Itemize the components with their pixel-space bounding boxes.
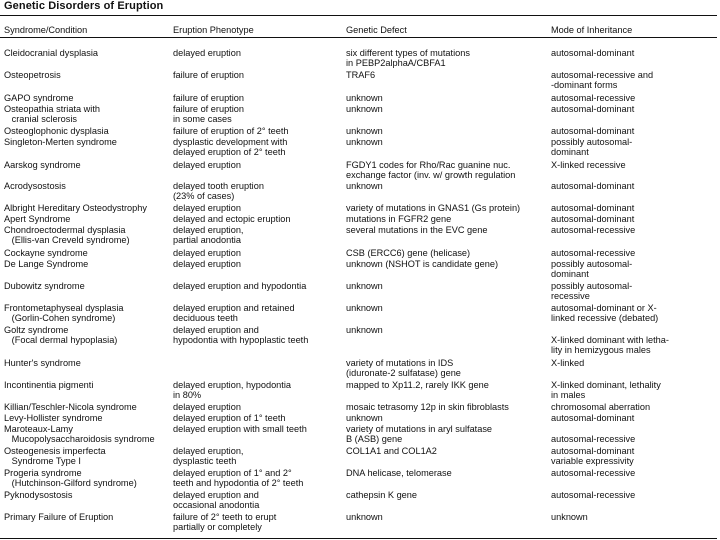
cell-defect: CSB (ERCC6) gene (helicase) [346,248,471,258]
cell-phenotype: failure of eruption [173,93,244,103]
cell-defect: unknown [346,93,383,103]
cell-inheritance: autosomal-dominant [551,203,635,213]
cell-inheritance: autosomal-recessive [551,248,636,258]
cell-inheritance: autosomal-recessive [551,434,636,444]
cell-defect: variety of mutations in IDS (iduronate-2 sulfatase) gene [346,358,461,378]
cell-defect: unknown [346,325,383,335]
bottom-rule [0,538,717,539]
cell-inheritance: possibly autosomal- recessive [551,281,633,301]
cell-phenotype: delayed eruption [173,48,241,58]
table-header [0,25,720,37]
cell-phenotype: delayed eruption [173,259,241,269]
cell-syndrome: Osteoglophonic dysplasia [4,126,109,136]
cell-phenotype: delayed eruption [173,203,241,213]
cell-syndrome: Maroteaux-Lamy Mucopolysaccharoidosis syndrome [4,424,155,444]
cell-syndrome: Goltz syndrome (Focal dermal hypoplasia) [4,325,118,345]
cell-syndrome: Osteogenesis imperfecta Syndrome Type I [4,446,106,466]
cell-inheritance: autosomal-recessive and -dominant forms [551,70,654,90]
cell-inheritance: autosomal-recessive [551,468,636,478]
cell-syndrome: Levy-Hollister syndrome [4,413,103,423]
cell-phenotype: delayed eruption [173,248,241,258]
cell-inheritance: autosomal-dominant [551,104,635,114]
cell-defect: unknown [346,281,383,291]
cell-inheritance: X-linked dominant with letha- lity in hemizygous males [551,335,669,355]
cell-syndrome: Dubowitz syndrome [4,281,85,291]
cell-syndrome: Acrodysostosis [4,181,66,191]
cell-defect: unknown [346,181,383,191]
cell-syndrome: Osteopathia striata with cranial sclerosis [4,104,101,124]
cell-syndrome: Chondroectodermal dysplasia (Ellis-van Creveld syndrome) [4,225,130,245]
cell-syndrome: GAPO syndrome [4,93,74,103]
header-syndrome: Syndrome/Condition [4,25,88,35]
cell-phenotype: delayed eruption and hypodontia [173,281,307,291]
cell-phenotype: delayed eruption of 1° teeth [173,413,286,423]
cell-inheritance: X-linked dominant, lethality in males [551,380,661,400]
cell-syndrome: Primary Failure of Eruption [4,512,114,522]
cell-defect: unknown [346,137,383,147]
cell-defect: unknown [346,512,383,522]
cell-phenotype: delayed eruption, partial anodontia [173,225,244,245]
cell-phenotype: delayed eruption, dysplastic teeth [173,446,244,466]
cell-syndrome: Osteopetrosis [4,70,61,80]
cell-defect: mosaic tetrasomy 12p in skin fibroblasts [346,402,509,412]
cell-inheritance: autosomal-dominant variable expressivity [551,446,635,466]
cell-inheritance: autosomal-dominant [551,48,635,58]
cell-defect: several mutations in the EVC gene [346,225,488,235]
cell-inheritance: X-linked [551,358,585,368]
cell-phenotype: delayed eruption and occasional anodontia [173,490,260,510]
cell-inheritance: autosomal-dominant [551,126,635,136]
cell-inheritance: autosomal-recessive [551,93,636,103]
cell-inheritance: possibly autosomal- dominant [551,259,633,279]
cell-defect: FGDY1 codes for Rho/Rac guanine nuc. exchange factor (inv. w/ growth regulation [346,160,516,180]
cell-phenotype: failure of eruption in some cases [173,104,244,124]
cell-defect: COL1A1 and COL1A2 [346,446,437,456]
cell-defect: unknown [346,126,383,136]
cell-defect: variety of mutations in aryl sulfatase B (ASB) gene [346,424,493,444]
cell-defect: unknown [346,303,383,313]
cell-inheritance: chromosomal aberration [551,402,651,412]
cell-syndrome: Albright Hereditary Osteodystrophy [4,203,147,213]
title-rule [0,15,717,16]
cell-inheritance: autosomal-dominant [551,214,635,224]
cell-phenotype: delayed eruption, hypodontia in 80% [173,380,291,400]
cell-syndrome: Singleton-Merten syndrome [4,137,117,147]
header-rule [0,37,717,38]
header-phenotype: Eruption Phenotype [173,25,254,35]
cell-phenotype: delayed eruption [173,402,241,412]
cell-syndrome: Progeria syndrome (Hutchinson-Gilford syndrome) [4,468,137,488]
cell-inheritance: autosomal-dominant or X- linked recessive (debated) [551,303,659,323]
cell-defect: unknown [346,104,383,114]
cell-syndrome: Aarskog syndrome [4,160,81,170]
cell-phenotype: dysplastic development with delayed eruption of 2° teeth [173,137,288,157]
cell-defect: mutations in FGFR2 gene [346,214,452,224]
cell-syndrome: Cleidocranial dysplasia [4,48,98,58]
cell-phenotype: delayed eruption of 1° and 2° teeth and hypodontia of 2° teeth [173,468,304,488]
cell-inheritance: X-linked recessive [551,160,626,170]
cell-defect: DNA helicase, telomerase [346,468,452,478]
cell-defect: TRAF6 [346,70,376,80]
header-inheritance: Mode of Inheritance [551,25,633,35]
cell-inheritance: unknown [551,512,588,522]
table-title: Genetic Disorders of Eruption [4,0,164,12]
cell-syndrome: Cockayne syndrome [4,248,88,258]
cell-syndrome: Hunter's syndrome [4,358,81,368]
cell-defect: unknown (NSHOT is candidate gene) [346,259,499,269]
cell-phenotype: failure of eruption [173,70,244,80]
cell-syndrome: Pyknodysostosis [4,490,73,500]
cell-defect: six different types of mutations in PEBP2alphaA/CBFA1 [346,48,470,68]
cell-syndrome: Killian/Teschler-Nicola syndrome [4,402,137,412]
cell-phenotype: delayed tooth eruption (23% of cases) [173,181,264,201]
header-defect: Genetic Defect [346,25,407,35]
cell-syndrome: Apert Syndrome [4,214,71,224]
cell-syndrome: Frontometaphyseal dysplasia (Gorlin-Cohen syndrome) [4,303,124,323]
cell-inheritance: autosomal-recessive [551,490,636,500]
cell-phenotype: delayed eruption and retained deciduous teeth [173,303,295,323]
cell-phenotype: delayed and ectopic eruption [173,214,291,224]
cell-inheritance: autosomal-dominant [551,413,635,423]
cell-inheritance: autosomal-dominant [551,181,635,191]
cell-syndrome: De Lange Syndrome [4,259,89,269]
cell-inheritance: possibly autosomal- dominant [551,137,633,157]
cell-defect: unknown [346,413,383,423]
cell-defect: cathepsin K gene [346,490,418,500]
cell-phenotype: delayed eruption and hypodontia with hypoplastic teeth [173,325,309,345]
cell-phenotype: failure of 2° teeth to erupt partially or completely [173,512,277,532]
cell-phenotype: failure of eruption of 2° teeth [173,126,289,136]
cell-syndrome: Incontinentia pigmenti [4,380,94,390]
cell-phenotype: delayed eruption with small teeth [173,424,307,434]
cell-phenotype: delayed eruption [173,160,241,170]
cell-defect: mapped to Xp11.2, rarely IKK gene [346,380,489,390]
cell-inheritance: autosomal-recessive [551,225,636,235]
cell-defect: variety of mutations in GNAS1 (Gs protein) [346,203,521,213]
